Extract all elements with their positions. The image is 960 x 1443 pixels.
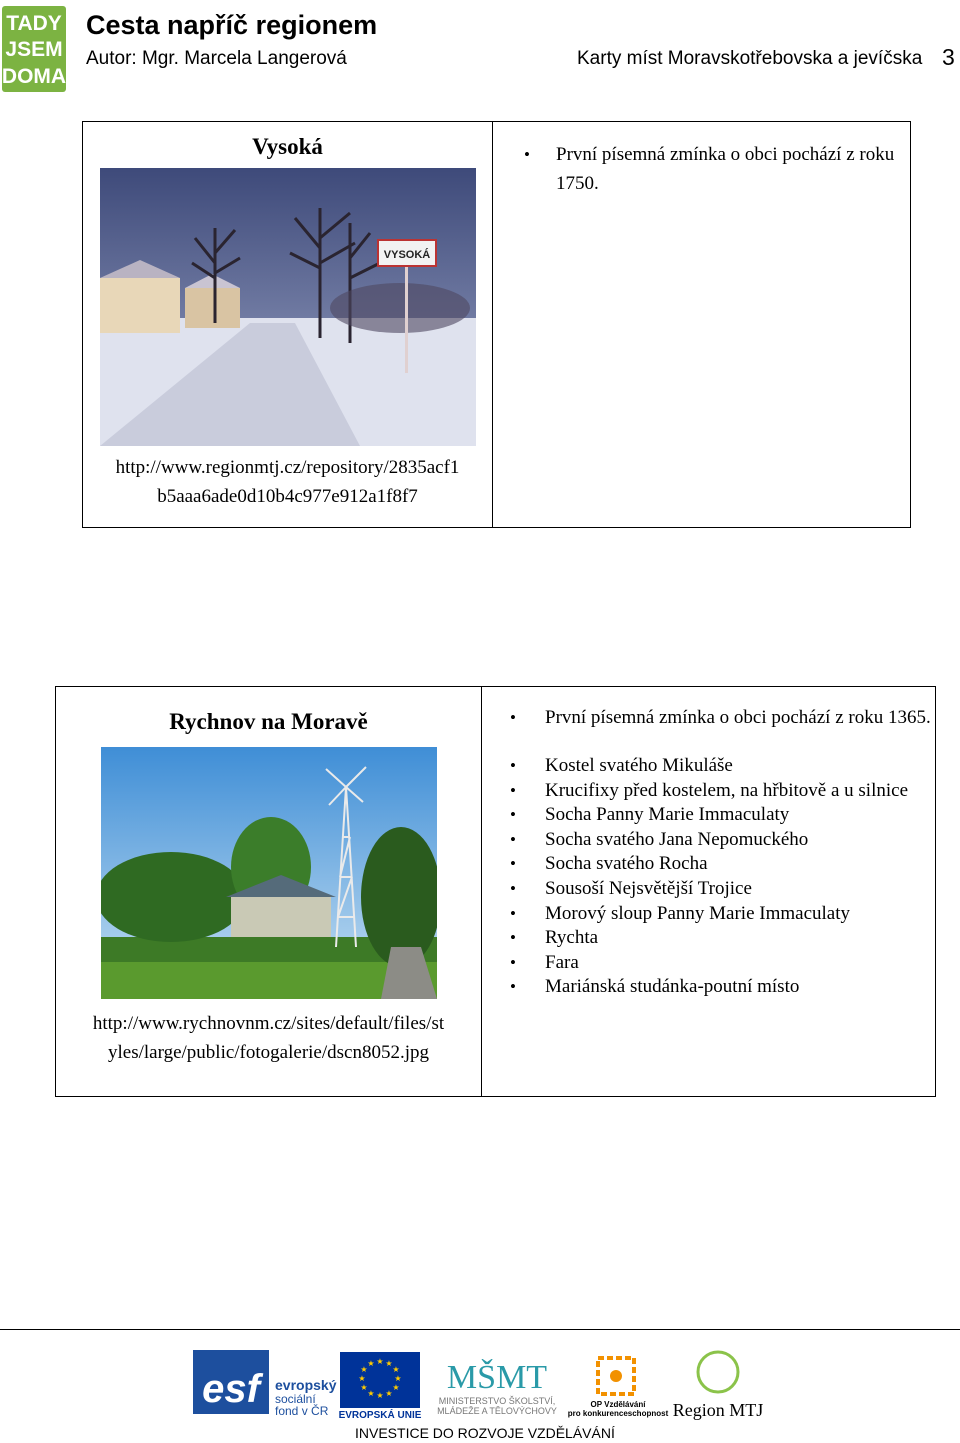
svg-text:★: ★ xyxy=(385,1389,393,1398)
photo-sign-text: VYSOKÁ xyxy=(383,249,430,261)
url-line-1: http://www.rychnovnm.cz/sites/default/files/st xyxy=(92,1013,445,1034)
svg-text:★: ★ xyxy=(385,1359,393,1368)
eu-flag-logo xyxy=(339,1352,422,1421)
svg-text:★: ★ xyxy=(358,1374,366,1383)
esf-letters: esf xyxy=(202,1367,260,1411)
svg-text:★: ★ xyxy=(367,1359,375,1368)
msmt-line-2: MLÁDEŽE A TĚLOVÝCHOVY xyxy=(437,1406,557,1416)
intro-facts-list xyxy=(482,703,935,732)
card-left-cell xyxy=(56,687,482,1097)
author-line: Autor: Mgr. Marcela Langerová xyxy=(86,48,347,69)
logo-word-1: TADY xyxy=(6,12,62,35)
svg-text:★: ★ xyxy=(392,1365,400,1374)
svg-text:★: ★ xyxy=(360,1383,368,1392)
svg-text:★: ★ xyxy=(367,1389,375,1398)
series-title: Karty míst Moravskotřebovska a jevíčska xyxy=(577,48,923,69)
svg-text:★: ★ xyxy=(360,1365,368,1374)
op-vk-logo xyxy=(568,1358,669,1418)
photo-source-url xyxy=(64,1009,473,1067)
landmark-item: • Sousoší Nejsvětější Trojice xyxy=(545,877,935,902)
eu-label: EVROPSKÁ UNIE xyxy=(338,1410,422,1421)
landmark-item: • Socha svatého Jana Nepomuckého xyxy=(545,828,935,853)
place-card-rychnov xyxy=(55,686,936,1097)
logo-word-3: DOMA xyxy=(2,65,66,88)
place-card-vysoka xyxy=(82,121,911,528)
svg-text:★: ★ xyxy=(394,1374,402,1383)
landmarks-list xyxy=(482,754,935,1000)
msmt-line-1: MINISTERSTVO ŠKOLSTVÍ, xyxy=(438,1396,556,1406)
svg-text:★: ★ xyxy=(376,1391,384,1400)
page-number: 3 xyxy=(942,44,955,70)
url-line-1: http://www.regionmtj.cz/repository/2835acf1 xyxy=(115,457,460,478)
photo-vysoka-winter-road xyxy=(100,168,476,446)
landmark-item: • Fara xyxy=(545,951,935,976)
landmark-item: • Socha Panny Marie Immaculaty xyxy=(545,803,935,828)
landmark-item: • Morový sloup Panny Marie Immaculaty xyxy=(545,902,935,927)
msmt-logo xyxy=(437,1358,557,1416)
photo-source-url xyxy=(91,453,484,511)
svg-text:★: ★ xyxy=(392,1383,400,1392)
logo-word-2: JSEM xyxy=(5,38,63,61)
card-right-cell xyxy=(493,122,911,528)
esf-line-1: evropský xyxy=(275,1377,337,1393)
region-mtj-logo xyxy=(673,1352,764,1420)
place-name: Rychnov na Moravě xyxy=(169,709,368,734)
svg-text:★: ★ xyxy=(376,1357,384,1366)
photo-rychnov-windmill xyxy=(101,747,437,999)
landmark-item: • Mariánská studánka-poutní místo xyxy=(545,975,935,1000)
investice-slogan: INVESTICE DO ROZVOJE VZDĚLÁVÁNÍ xyxy=(355,1425,615,1441)
msmt-letters: MŠMT xyxy=(446,1359,548,1396)
card-left-cell xyxy=(83,122,493,528)
op-line-1: OP Vzdělávání xyxy=(590,1400,646,1409)
url-line-2: yles/large/public/fotogalerie/dscn8052.jpg xyxy=(108,1042,429,1063)
region-label: Region MTJ xyxy=(672,1400,764,1420)
fact-item: • První písemná zmínka o obci pochází z roku 1365. xyxy=(545,703,935,732)
landmark-item: • Socha svatého Rocha xyxy=(545,852,935,877)
footer-divider xyxy=(0,1329,960,1330)
landmark-item: • Krucifixy před kostelem, na hřbitově a u silnice xyxy=(545,779,935,804)
esf-logo xyxy=(193,1350,337,1418)
esf-line-2: sociální xyxy=(275,1392,316,1406)
place-name: Vysoká xyxy=(252,134,323,159)
tady-jsem-doma-logo xyxy=(2,6,66,92)
facts-list xyxy=(493,140,910,198)
fact-item: • První písemná zmínka o obci pochází z roku 1750. xyxy=(556,140,910,198)
op-line-2: pro konkurenceschopnost xyxy=(567,1409,669,1418)
esf-line-3: fond v ČR xyxy=(275,1404,329,1418)
landmark-item: • Kostel svatého Mikuláše xyxy=(545,754,935,779)
card-right-cell xyxy=(482,687,936,1097)
url-line-2: b5aaa6ade0d10b4c977e912a1f8f7 xyxy=(157,486,418,507)
document-title: Cesta napříč regionem xyxy=(86,10,378,40)
landmark-item: • Rychta xyxy=(545,926,935,951)
